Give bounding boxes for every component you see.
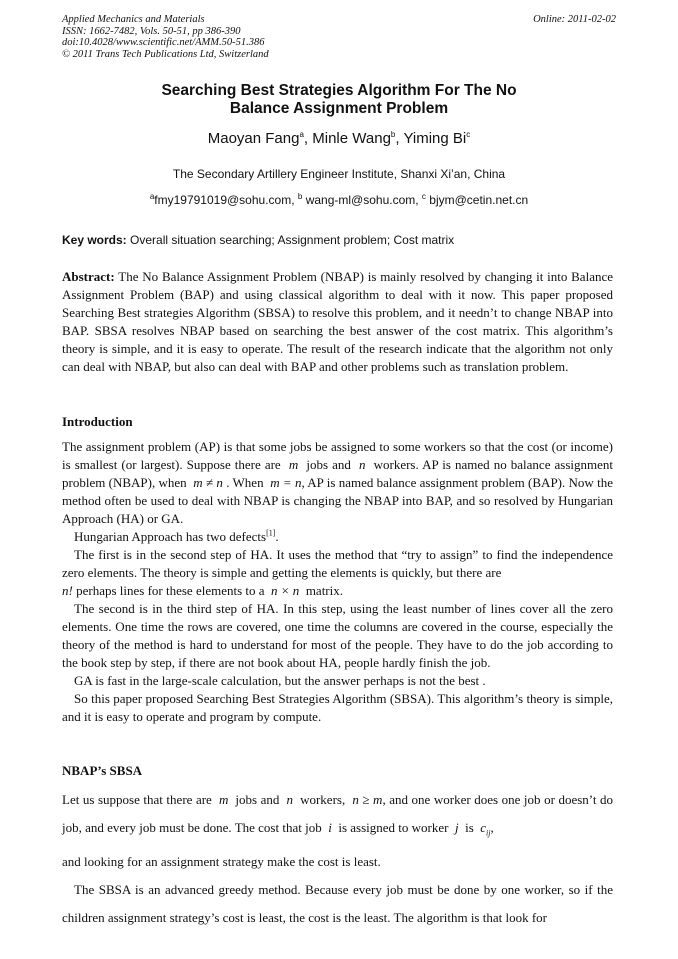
copyright-line: © 2011 Trans Tech Publications Ltd, Switzerland (62, 48, 269, 60)
math-expression: n × n (271, 583, 300, 598)
intro-paragraph-3 (62, 546, 613, 600)
sbsa-paragraph-1 (62, 786, 613, 876)
text-run: workers. AP is named no balance assignment problem (NBAP), when (62, 457, 614, 490)
email-address[interactable]: wang-ml@sohu.com (305, 193, 416, 207)
keywords (62, 233, 616, 247)
email-list: $^a$fmy19791019@sohu.com, $^b$ wang-ml@sohu.com, $^c$ bjym@cetin.net.cn (149, 192, 529, 207)
text-run: workers, (300, 792, 346, 807)
title-line-1: Searching Best Strategies Algorithm For The No (161, 82, 517, 99)
title-line-2: Balance Assignment Problem (229, 100, 449, 117)
math-expression: m = n (270, 475, 302, 490)
abstract (62, 268, 613, 376)
math-subscript: ij (486, 828, 491, 838)
citation-ref[interactable]: [1] (266, 528, 276, 538)
text-run: matrix. (305, 583, 343, 598)
author-name: Minle Wang (312, 130, 391, 147)
email-mark: b (297, 192, 303, 201)
email-address[interactable]: bjym@cetin.net.cn (429, 193, 529, 207)
paper-title (100, 82, 578, 118)
section-heading-nbap-sbsa: NBAP’s SBSA (62, 763, 143, 778)
author-mark: c (466, 130, 471, 139)
text-run: The assignment problem (AP) is that some jobs be assigned to some workers so that the cost (or income) is smallest (or largest). Suppose there are (62, 439, 613, 472)
text-run: Let us suppose that there are (62, 792, 212, 807)
text-run: is (465, 820, 474, 835)
text-run: is assigned to worker (338, 820, 449, 835)
text-run: , AP is named balance assignment problem (BAP). Now the method often be used to deal with NBAP is changing the NBAP into BAP, and so resolved by Hungarian Approach (HA) or GA. (62, 475, 614, 526)
text-run: Hungarian Approach has two defects (74, 529, 267, 544)
author-name: Yiming Bi (403, 130, 467, 147)
text-run: jobs and (235, 792, 280, 807)
email-mark: a (149, 192, 155, 201)
text-run: . When (226, 475, 264, 490)
math-symbol: c (480, 820, 487, 835)
intro-paragraph-4: The second is in the third step of HA. In this step, using the least number of lines cover all the zero elements. One time the rows are covered, one time the columns are covered in the course, especially the theory of the method is hard to understand for most of the people. They have to do the job according to the book step by step, if there are not book about HA, people hardly finish the job. (62, 601, 613, 670)
author-name: Maoyan Fang (207, 130, 300, 147)
math-symbol: i (328, 820, 332, 835)
text-run: . (275, 529, 279, 544)
abstract-label: Abstract: (62, 269, 115, 284)
intro-paragraph-2 (62, 528, 613, 546)
math-expression: n ≥ m (352, 792, 383, 807)
math-symbol: m (218, 792, 229, 807)
text-run: perhaps lines for these elements to a (76, 583, 265, 598)
text-run: The first is in the second step of HA. It uses the method that “try to assign” to find the independence zero elements. The theory is simple and getting the elements is quickly, but there are (62, 547, 613, 580)
math-expression: m ≠ n (193, 475, 223, 490)
doi-line: doi:10.4028/www.scientific.net/AMM.50-51.386 (62, 37, 265, 48)
math-symbol: m (288, 457, 299, 472)
math-expression (480, 820, 491, 838)
affiliation: The Secondary Artillery Engineer Institute, Shanxi Xi’an, China (172, 167, 506, 181)
intro-paragraph-1 (62, 438, 613, 528)
text-run: , and one worker does one job or doesn’t do job, and every job must be done. The cost that job (62, 792, 614, 835)
intro-paragraph-5: GA is fast in the large-scale calculation, but the answer perhaps is not the best . (74, 673, 486, 688)
author-mark: a (299, 130, 304, 139)
keywords-text: Overall situation searching; Assignment problem; Cost matrix (130, 233, 455, 247)
text-run: jobs and (306, 457, 351, 472)
math-symbol: n (286, 792, 293, 807)
sbsa-paragraph-2: The SBSA is an advanced greedy method. Because every job must be done by one worker, so if the children assignment strategy’s cost is least, the cost is the least. The algorithm is that look for (62, 881, 613, 925)
abstract-text: The No Balance Assignment Problem (NBAP) is mainly resolved by changing it into Balance Assignment Problem (BAP) and using classical algorithm to deal with it now. This paper proposed Searching Best strategies Algorithm (SBSA) to resolve this problem, and it needn’t to change NBAP into BAP. SBSA resolves NBAP based on searching the best answer of the cost matrix. This algorithm’s theory is simple, and it is easy to operate. The result of the research indicate that the algorithm not only can deal with NBAP, but also can deal with BAP and other problems such as translation problem. (62, 269, 614, 374)
introduction-body (62, 438, 613, 726)
math-symbol: n (358, 457, 366, 472)
issn-line: ISSN: 1662-7482, Vols. 50-51, pp 386-390 (62, 25, 241, 37)
text-run: , (490, 820, 494, 835)
nbap-sbsa-body (62, 786, 613, 932)
intro-paragraph-6: So this paper proposed Searching Best Strategies Algorithm (SBSA). This algorithm’s theory is simple, and it is easy to operate and program by compute. (62, 691, 613, 724)
author-mark: b (390, 130, 396, 139)
email-mark: c (421, 192, 426, 201)
email-address[interactable]: fmy19791019@sohu.com (154, 193, 292, 207)
text-run: and looking for an assignment strategy make the cost is least. (62, 853, 381, 869)
journal-header (62, 14, 616, 60)
section-heading-introduction: Introduction (62, 414, 133, 429)
keywords-label: Key words: (62, 233, 127, 247)
journal-name: Applied Mechanics and Materials (62, 14, 205, 25)
online-date: Online: 2011-02-02 (533, 14, 616, 25)
math-expression: n! (62, 583, 73, 598)
author-list: Maoyan Fang$^a$, Minle Wang$^b$, Yiming Bi$^c$ (207, 130, 471, 147)
math-symbol: j (454, 820, 459, 835)
